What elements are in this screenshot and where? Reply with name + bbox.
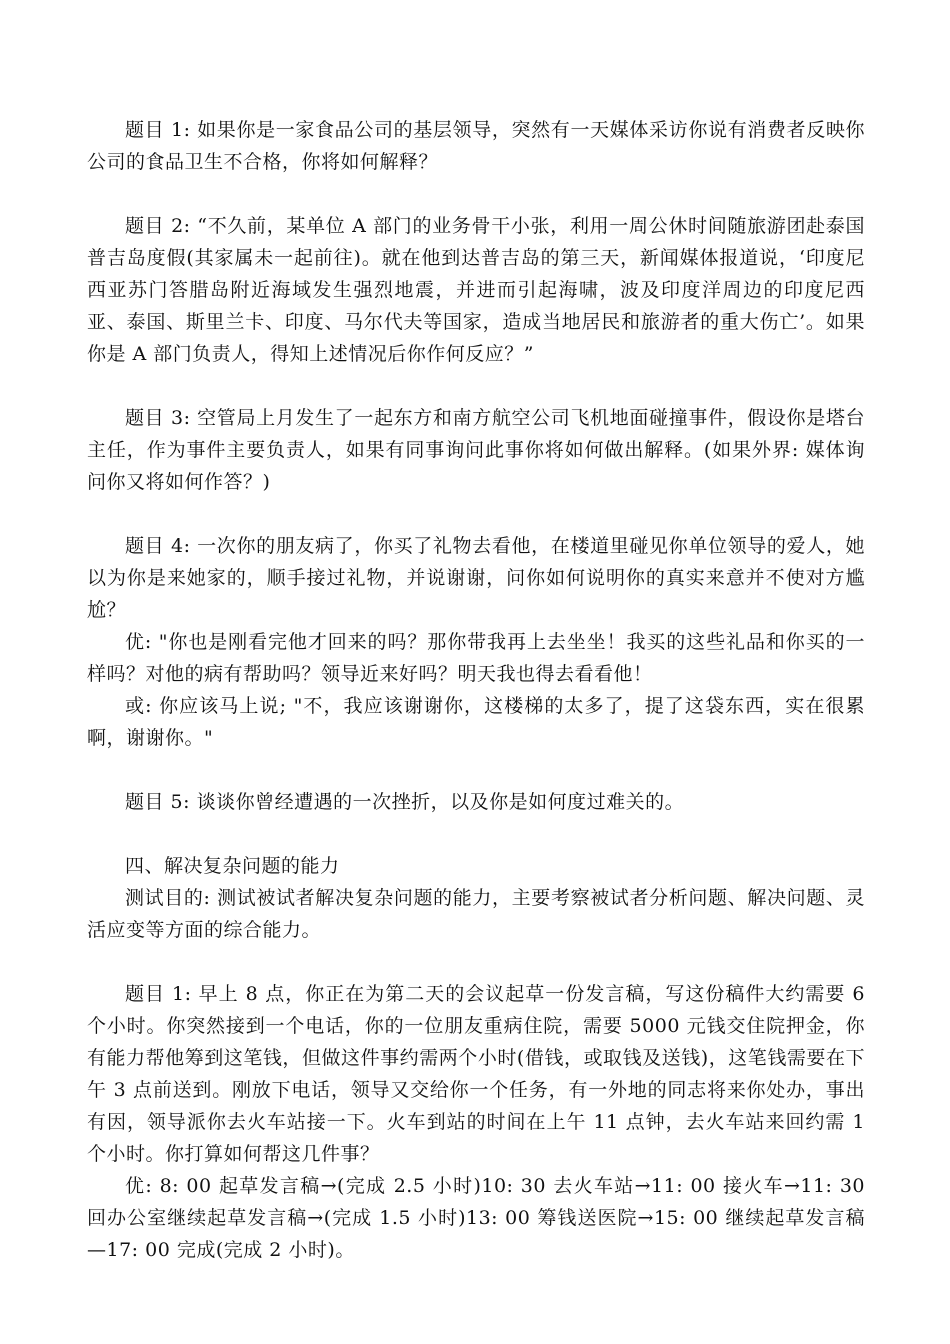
paragraph-complex-q1-answer: 优: 8: 00 起草发言稿→(完成 2.5 小时)10: 30 去火车站→11: 00 接火车→11: 30 回办公室继续起草发言稿→(完成 1.5 小时)13: 00 筹钱送医院→15: 00 继续起草发言稿—17: 00 完成(完成 2 小时)。 (87, 1175, 865, 1261)
paragraph-gap (87, 370, 865, 402)
paragraph-gap (87, 178, 865, 210)
section-heading: 四、解决复杂问题的能力 (125, 855, 340, 877)
paragraph-q1-food-company: 题目 1: 如果你是一家食品公司的基层领导，突然有一天媒体采访你说有消费者反映你公司的食品卫生不合格，你将如何解释？ (87, 119, 865, 173)
paragraph-q4-best-answer: 优: "你也是刚看完他才回来的吗？那你带我再上去坐坐！我买的这些礼品和你买的一样吗？对他的病有帮助吗？领导近来好吗？明天我也得去看看他！ (87, 631, 865, 685)
paragraph-complex-q1: 题目 1: 早上 8 点，你正在为第二天的会议起草一份发言稿，写这份稿件大约需要 6 个小时。你突然接到一个电话，你的一位朋友重病住院，需要 5000 元钱交住院押金，你有能力帮他筹到这笔钱，但做这件事约需两个小时(借钱，或取钱及送钱)，这笔钱需要在下午 3 点前送到。刚放下电话，领导又交给你一个任务，有一外地的同志将来你处办，事出有因，领导派你去火车站接一下。火车到站的时间在上午 11 点钟，去火车站来回约需 1 个小时。你打算如何帮这几件事？ (87, 983, 865, 1165)
document-body (87, 114, 865, 1266)
paragraph-q4-gift: 题目 4: 一次你的朋友病了，你买了礼物去看他，在楼道里碰见你单位领导的爱人，她以为你是来她家的，顺手接过礼物，并说谢谢，问你如何说明你的真实来意并不使对方尴尬？ (87, 535, 865, 621)
paragraph-gap (87, 754, 865, 786)
paragraph-gap (87, 498, 865, 530)
paragraph-q5-setback: 题目 5: 谈谈你曾经遭遇的一次挫折，以及你是如何度过难关的。 (125, 791, 685, 813)
paragraph-q3-air-collision: 题目 3: 空管局上月发生了一起东方和南方航空公司飞机地面碰撞事件，假设你是塔台主任，作为事件主要负责人，如果有同事询问此事你将如何做出解释。(如果外界: 媒体询问你又将如何作答？) (87, 407, 865, 493)
paragraph-gap (87, 818, 865, 850)
paragraph-q2-tsunami: 题目 2: “不久前，某单位 A 部门的业务骨干小张，利用一周公休时间随旅游团赴泰国普吉岛度假(其家属未一起前往)。就在他到达普吉岛的第三天，新闻媒体报道说，‘印度尼西亚苏门答腊岛附近海域发生强烈地震，并进而引起海啸，波及印度洋周边的印度尼西亚、泰国、斯里兰卡、印度、马尔代夫等国家，造成当地居民和旅游者的重大伤亡’。如果你是 A 部门负责人，得知上述情况后你作何反应？” (87, 215, 865, 365)
paragraph-gap (87, 946, 865, 978)
paragraph-q4-alt-answer: 或: 你应该马上说; "不，我应该谢谢你，这楼梯的太多了，提了这袋东西，实在很累啊，谢谢你。" (87, 695, 865, 749)
paragraph-test-purpose: 测试目的: 测试被试者解决复杂问题的能力，主要考察被试者分析问题、解决问题、灵活应变等方面的综合能力。 (87, 887, 865, 941)
